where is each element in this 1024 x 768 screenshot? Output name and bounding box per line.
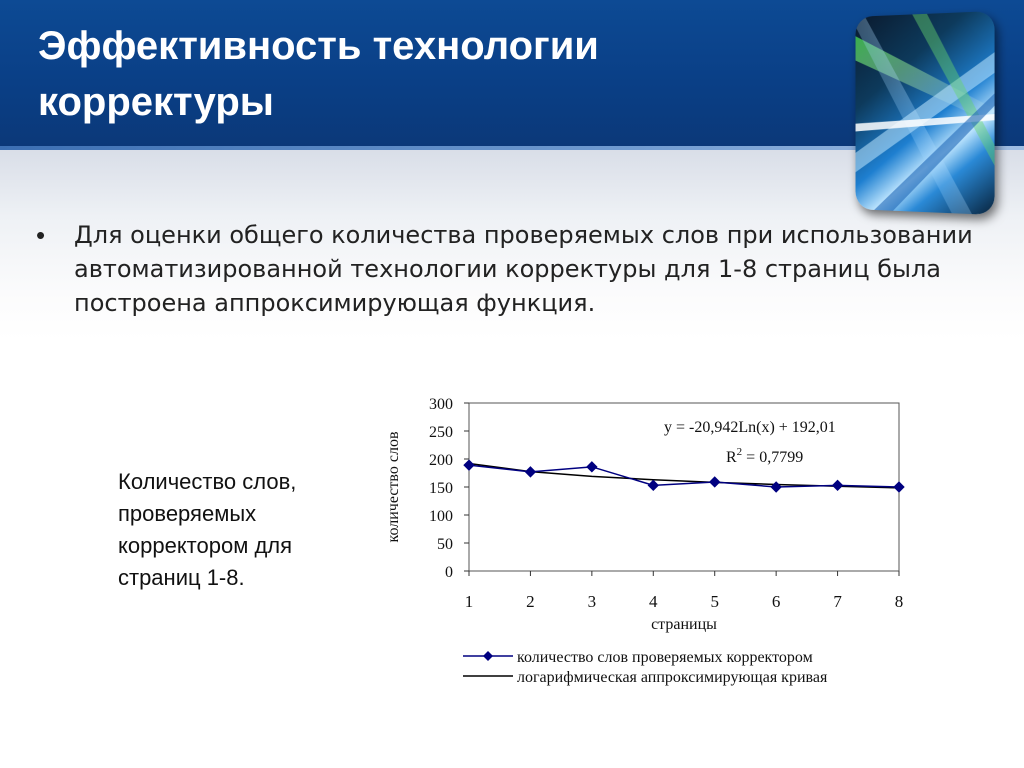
bullet-text: Для оценки общего количества проверяемых слов при использовании автоматизированной технологии корректуры для 1-8 страниц была построена аппроксимирующая функция. bbox=[74, 221, 973, 317]
r-squared-exponent: 2 bbox=[736, 446, 743, 458]
light-streaks-image bbox=[856, 11, 995, 215]
y-tick-label: 0 bbox=[445, 564, 453, 581]
r-squared-symbol: R bbox=[726, 449, 737, 466]
x-tick-label: 5 bbox=[710, 592, 719, 611]
r-squared-value: = 0,7799 bbox=[742, 449, 804, 466]
trend-equation: y = -20,942Ln(x) + 192,01 bbox=[664, 419, 836, 436]
x-tick-label: 8 bbox=[894, 592, 904, 611]
x-tick-label: 4 bbox=[649, 592, 658, 611]
x-tick-label: 1 bbox=[464, 592, 474, 611]
y-tick-label: 200 bbox=[429, 452, 453, 469]
legend-label-data: количество слов проверяемых корректором bbox=[517, 649, 813, 666]
x-tick-label: 6 bbox=[771, 592, 781, 611]
bullet-marker: • bbox=[36, 220, 46, 250]
chart-caption: Количество слов, проверяемых корректором для страниц 1-8. bbox=[118, 469, 297, 590]
x-tick-label: 3 bbox=[587, 592, 597, 611]
y-axis-title: количество слов bbox=[385, 431, 402, 543]
x-axis-title: страницы bbox=[651, 616, 717, 633]
legend-label-trend: логарифмическая аппроксимирующая кривая bbox=[517, 669, 828, 686]
x-tick-label: 7 bbox=[833, 592, 842, 611]
y-tick-label: 250 bbox=[429, 424, 453, 441]
y-tick-label: 300 bbox=[429, 396, 453, 413]
slide-title: Эффективность технологии корректуры bbox=[38, 24, 599, 124]
y-tick-label: 150 bbox=[429, 480, 453, 497]
chart bbox=[370, 388, 930, 698]
x-tick-label: 2 bbox=[526, 592, 535, 611]
y-tick-label: 100 bbox=[429, 508, 453, 525]
y-tick-label: 50 bbox=[437, 536, 453, 553]
